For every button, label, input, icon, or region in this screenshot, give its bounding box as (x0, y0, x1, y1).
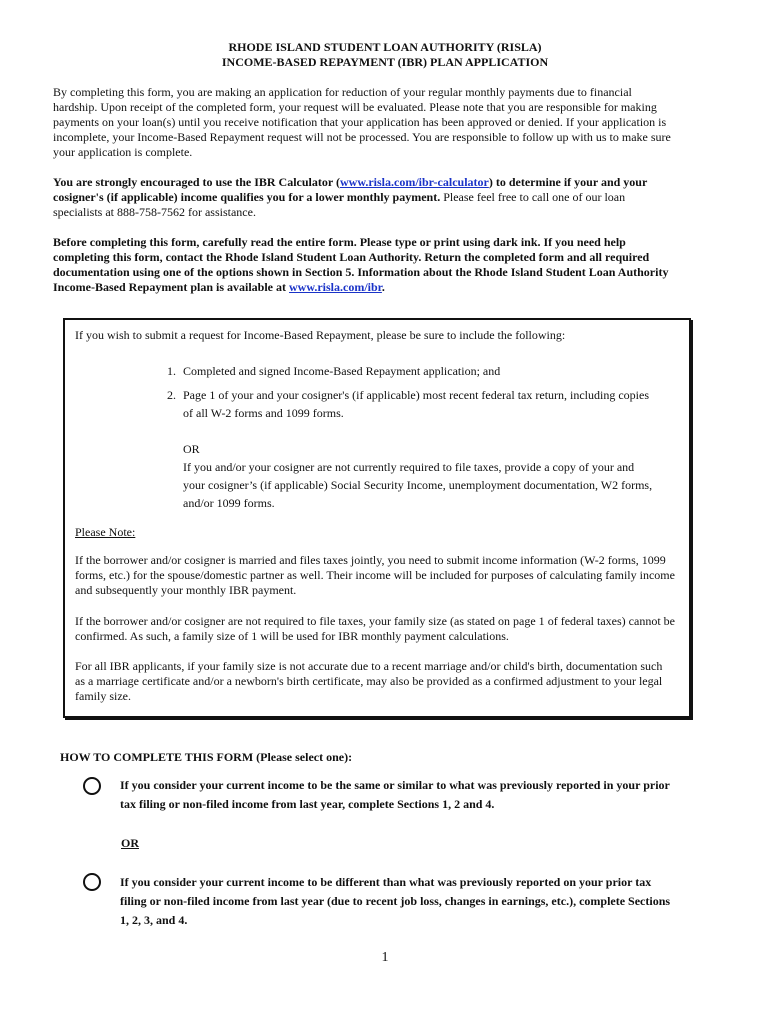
list-item (167, 386, 653, 422)
instructions-text: Before completing this form, carefully read the entire form. Please type or print using dark ink. If you need help completing this form, contact the Rhode Island Student Loan Authority. Return the completed form and all required documentation using one of the options shown in Section 5. Information about the Rhode Island Student Loan Authority Income-Based Repayment plan is available at (53, 235, 669, 294)
list-item-text: Completed and signed Income-Based Repayment application; and (183, 364, 501, 378)
instructions-end: . (381, 280, 385, 294)
note-paragraph: For all IBR applicants, if your family size is not accurate due to a recent marriage and/or child's birth, documentation such as a marriage certificate and/or a newborn's birth certificate, may also be provided as a confirmed adjustment to your legal family size. (75, 659, 663, 703)
options-or-label: OR (121, 836, 139, 850)
option-2-radio[interactable] (83, 873, 101, 891)
note-title: Please Note: (75, 525, 136, 539)
ibr-info-link[interactable]: www.risla.com/ibr (289, 280, 382, 294)
note-paragraph: If the borrower and/or cosigner are not required to file taxes, your family size (as stated on page 1 of federal taxes) cannot be confirmed. As such, a family size of 1 will be used for IBR monthly payment calculations. (75, 614, 675, 643)
title-line-2: INCOME-BASED REPAYMENT (IBR) PLAN APPLICATION (221, 55, 549, 69)
calculator-bold-before: You are strongly encouraged to use the IBR Calculator ( (53, 175, 340, 189)
page-number: 1 (381, 950, 389, 965)
option-2-text: If you consider your current income to be different than what was previously reported on your prior tax filing or non-filed income from last year (due to recent job loss, changes in earnings, etc.), complete Sections 1, 2, 3, and 4. (120, 875, 671, 927)
calculator-bold-after: ) to determine if your and your cosigner's (if applicable) income qualifies you for a lower monthly payment. (53, 175, 648, 204)
box-intro: If you wish to submit a request for Income-Based Repayment, please be sure to include the following: (75, 328, 566, 342)
list-item-number: 2. (167, 388, 176, 402)
instructions-paragraph (53, 235, 673, 295)
list-item-number: 1. (167, 364, 176, 378)
requirements-box (63, 318, 691, 718)
how-to-heading: HOW TO COMPLETE THIS FORM (Please select one): (60, 750, 353, 764)
intro-paragraph: By completing this form, you are making an application for reduction of your regular monthly payments due to financial hardship. Upon receipt of the completed form, your request will be evaluated. Please note that you are responsible for making payments on your loan(s) until you receive notification that your application has been approved or denied. If your application is incomplete, your Income-Based Repayment request will not be processed. You are responsible to follow up with us to make sure your application is complete. (53, 85, 671, 159)
option-1-text: If you consider your current income to be the same or similar to what was previously reported in your prior tax filing or non-filed income from last year, complete Sections 1, 2 and 4. (120, 778, 670, 811)
note-paragraph: If the borrower and/or cosigner is married and files taxes jointly, you need to submit income information (W-2 forms, 1099 forms, etc.) for the spouse/domestic partner as well. Their income will be included for purposes of calculating family income and subsequently your monthly IBR payment. (75, 553, 675, 597)
calculator-paragraph (53, 175, 673, 220)
form-title (0, 40, 770, 70)
ibr-calculator-link[interactable]: www.risla.com/ibr-calculator (340, 175, 489, 189)
box-alt-text: If you and/or your cosigner are not currently required to file taxes, provide a copy of your and your cosigner’s (if applicable) Social Security Income, unemployment documentation, W2 forms, and/or 1099 forms. (183, 460, 653, 510)
box-or-label: OR (183, 442, 200, 456)
calculator-plain: Please feel free to call one of our loan specialists at 888-758-7562 for assistance. (53, 190, 626, 219)
title-line-1: RHODE ISLAND STUDENT LOAN AUTHORITY (RISLA) (228, 40, 542, 54)
list-item (167, 364, 653, 379)
option-1-radio[interactable] (83, 777, 101, 795)
list-item-text: Page 1 of your and your cosigner's (if applicable) most recent federal tax return, including copies of all W-2 forms and 1099 forms. (183, 388, 650, 420)
